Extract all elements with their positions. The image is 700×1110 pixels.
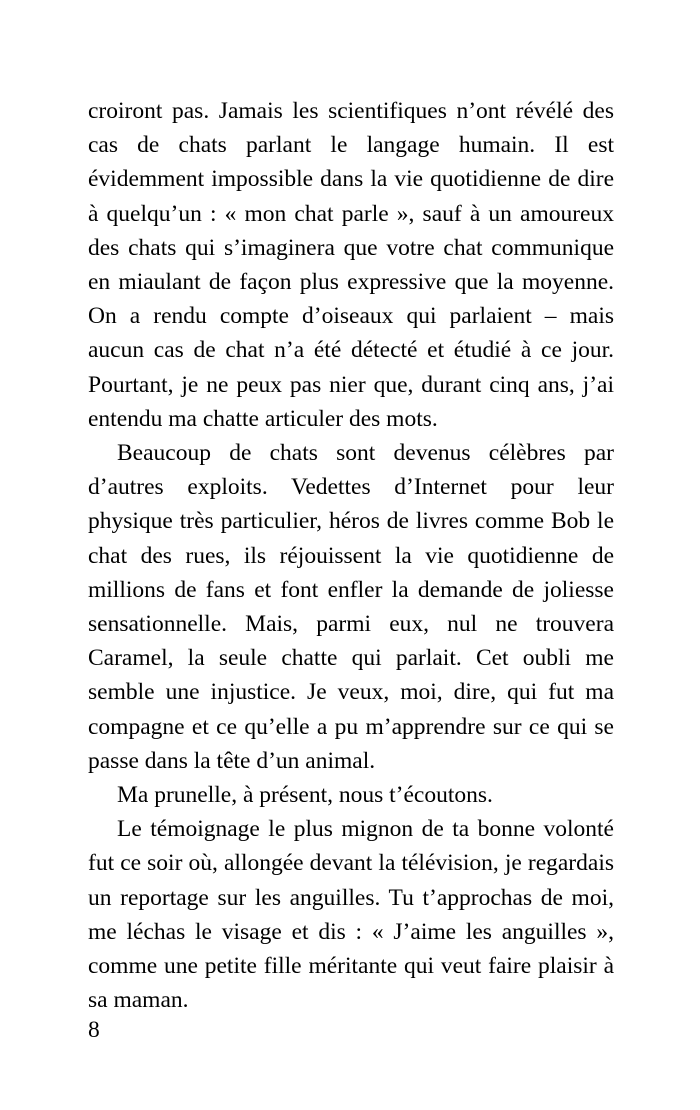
page-number: 8 [88, 1017, 100, 1043]
paragraph-1: croiront pas. Jamais les scientifiques n’ont révélé des cas de chats parlant le langage humain. Il est évidemment impossible dans la vie quotidienne de dire à quelqu’un : « mon chat parle », sauf à un amoureux des chats qui s’imaginera que votre chat communique en miaulant de façon plus expressive que la moyenne. On a rendu compte d’oiseaux qui parlaient – mais aucun cas de chat n’a été détecté et étudié à ce jour. Pourtant, je ne peux pas nier que, durant cinq ans, j’ai entendu ma chatte articuler des mots. [88, 98, 614, 432]
paragraph-3: Ma prunelle, à présent, nous t’écoutons. [117, 782, 493, 809]
paragraph-2: Beaucoup de chats sont devenus célèbres par d’autres exploits. Vedettes d’Internet pour leur physique très particulier, héros de livres comme Bob le chat des rues, ils réjouissent la vie quotidienne de millions de fans et font enfler la demande de joliesse sensationnelle. Mais, parmi eux, nul ne trouvera Caramel, la seule chatte qui parlait. Cet oubli me semble une injustice. Je veux, moi, dire, qui fut ma compagne et ce qu’elle a pu m’apprendre sur ce qui se passe dans la tête d’un animal. [88, 440, 614, 774]
paragraph-4: Le témoignage le plus mignon de ta bonne volonté fut ce soir où, allongée devant la télévision, je regardais un reportage sur les anguilles. Tu t’approchas de moi, me léchas le visage et dis : « J’aime les anguilles », comme une petite fille méritante qui veut faire plaisir à sa maman. [88, 816, 614, 1014]
page-body [88, 94, 614, 1017]
